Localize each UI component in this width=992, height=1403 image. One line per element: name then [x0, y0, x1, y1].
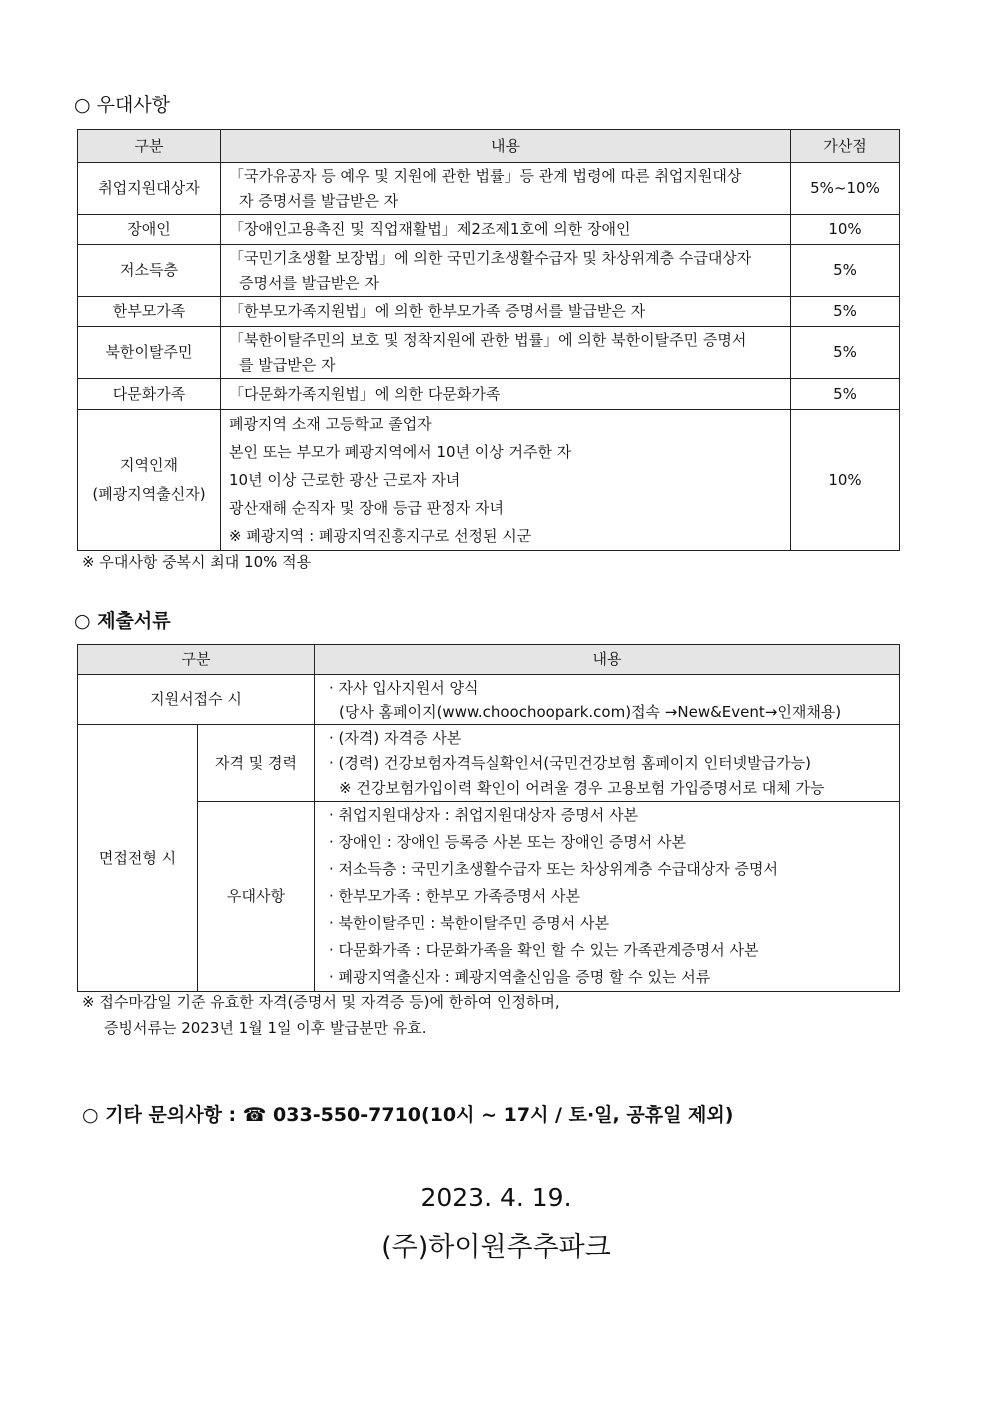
content-line: 「한부모가족지원법」에 의한 한부모가족 증명서를 발급받은 자 — [229, 302, 646, 320]
row-content — [221, 379, 791, 410]
row-content — [221, 410, 791, 551]
table-row — [78, 163, 900, 215]
content-line: · 북한이탈주민 : 북한이탈주민 증명서 사본 — [329, 914, 610, 932]
table-row — [78, 675, 900, 725]
document-date: 2023. 4. 19. — [420, 1183, 572, 1212]
content-line: 광산재해 순직자 및 장애 등급 판정자 자녀 — [229, 499, 504, 517]
note-line: 증빙서류는 2023년 1월 1일 이후 발급분만 유효. — [104, 1019, 427, 1037]
header-category: 구분 — [78, 130, 221, 163]
qualification-label: 자격 및 경력 — [198, 725, 315, 802]
content-line: 「다문화가족지원법」에 의한 다문화가족 — [229, 384, 501, 403]
content-line: 를 발급받은 자 — [239, 355, 336, 374]
content-line: 본인 또는 부모가 폐광지역에서 10년 이상 거주한 자 — [229, 443, 572, 461]
row-points: 10% — [791, 215, 900, 245]
row-category: 장애인 — [78, 215, 221, 245]
content-line: · (경력) 건강보험자격득실확인서(국민건강보험 홈페이지 인터넷발급가능) — [329, 753, 811, 772]
table-row — [78, 245, 900, 297]
row-content — [221, 215, 791, 245]
row-category: 다문화가족 — [78, 379, 221, 410]
table-row — [78, 725, 900, 802]
qualification-content — [315, 725, 900, 802]
application-content — [315, 675, 900, 725]
content-line: · 한부모가족 : 한부모 가족증명서 사본 — [329, 887, 581, 905]
row-content — [221, 245, 791, 297]
application-label: 지원서접수 시 — [78, 675, 315, 725]
row-content — [221, 297, 791, 327]
company-name: (주)하이원추추파크 — [381, 1232, 611, 1263]
content-line: · 폐광지역출신자 : 폐광지역출신임을 증명 할 수 있는 서류 — [329, 968, 711, 986]
section-heading-preferences: ○ 우대사항 — [74, 94, 171, 116]
documents-table — [77, 644, 900, 992]
row-points: 5% — [791, 379, 900, 410]
table-row — [78, 802, 900, 992]
interview-label: 면접전형 시 — [78, 725, 198, 992]
content-line: (당사 홈페이지(www.choochoopark.com)접속 →New&Event→인재채용) — [339, 702, 842, 721]
table-header-row — [78, 130, 900, 163]
section-heading-documents: ○ 제출서류 — [74, 610, 171, 632]
content-line: · 다문화가족 : 다문화가족을 확인 할 수 있는 가족관계증명서 사본 — [329, 941, 759, 959]
row-content — [221, 327, 791, 379]
category-line: (폐광지역출신자) — [92, 485, 206, 503]
row-category: 북한이탈주민 — [78, 327, 221, 379]
table-row — [78, 379, 900, 410]
content-line: 「북한이탈주민의 보호 및 정착지원에 관한 법률」에 의한 북한이탈주민 증명서 — [229, 330, 747, 349]
note-line: ※ 접수마감일 기준 유효한 자격(증명서 및 자격증 등)에 한하여 인정하며, — [82, 993, 560, 1011]
content-line: 폐광지역 소재 고등학교 졸업자 — [229, 415, 432, 433]
preference-docs-content — [315, 802, 900, 992]
table-row — [78, 297, 900, 327]
header-points: 가산점 — [791, 130, 900, 163]
content-line: 「장애인고용촉진 및 직업재활법」제2조제1호에 의한 장애인 — [229, 220, 631, 238]
row-category: 저소득층 — [78, 245, 221, 297]
content-line: 증명서를 발급받은 자 — [239, 273, 379, 292]
content-line: 「국민기초생활 보장법」에 의한 국민기초생활수급자 및 차상위계층 수급대상자 — [229, 248, 752, 267]
header-category: 구분 — [78, 645, 315, 675]
row-points: 10% — [791, 410, 900, 551]
table-row — [78, 215, 900, 245]
content-line: 10년 이상 근로한 광산 근로자 자녀 — [229, 471, 461, 489]
row-points: 5% — [791, 297, 900, 327]
content-line: · 자사 입사지원서 양식 — [329, 678, 479, 697]
row-category: 한부모가족 — [78, 297, 221, 327]
content-line: · (자격) 자격증 사본 — [329, 728, 462, 747]
contact-info: ○ 기타 문의사항 : ☎ 033-550-7710(10시 ~ 17시 / 토·일, 공휴일 제외) — [82, 1104, 734, 1126]
preference-note: ※ 우대사항 중복시 최대 10% 적용 — [82, 553, 312, 571]
header-content: 내용 — [221, 130, 791, 163]
content-line: ※ 폐광지역 : 폐광지역진흥지구로 선정된 시군 — [229, 527, 532, 545]
category-line: 지역인재 — [120, 456, 178, 474]
table-row — [78, 410, 900, 551]
content-line: 자 증명서를 발급받은 자 — [239, 191, 399, 210]
content-line: ※ 건강보험가입이력 확인이 어려울 경우 고용보험 가입증명서로 대체 가능 — [339, 778, 825, 797]
row-points: 5%~10% — [791, 163, 900, 215]
table-row — [78, 327, 900, 379]
table-header-row — [78, 645, 900, 675]
row-content — [221, 163, 791, 215]
content-line: · 장애인 : 장애인 등록증 사본 또는 장애인 증명서 사본 — [329, 833, 687, 851]
row-points: 5% — [791, 327, 900, 379]
header-content: 내용 — [315, 645, 900, 675]
preference-docs-label: 우대사항 — [198, 802, 315, 992]
preference-table — [77, 129, 900, 551]
row-category — [78, 410, 221, 551]
row-points: 5% — [791, 245, 900, 297]
documents-note — [82, 989, 560, 1041]
content-line: · 저소득층 : 국민기초생활수급자 또는 차상위계층 수급대상자 증명서 — [329, 860, 778, 878]
content-line: 「국가유공자 등 예우 및 지원에 관한 법률」등 관계 법령에 따른 취업지원대상 — [229, 166, 742, 185]
content-line: · 취업지원대상자 : 취업지원대상자 증명서 사본 — [329, 806, 638, 824]
row-category: 취업지원대상자 — [78, 163, 221, 215]
